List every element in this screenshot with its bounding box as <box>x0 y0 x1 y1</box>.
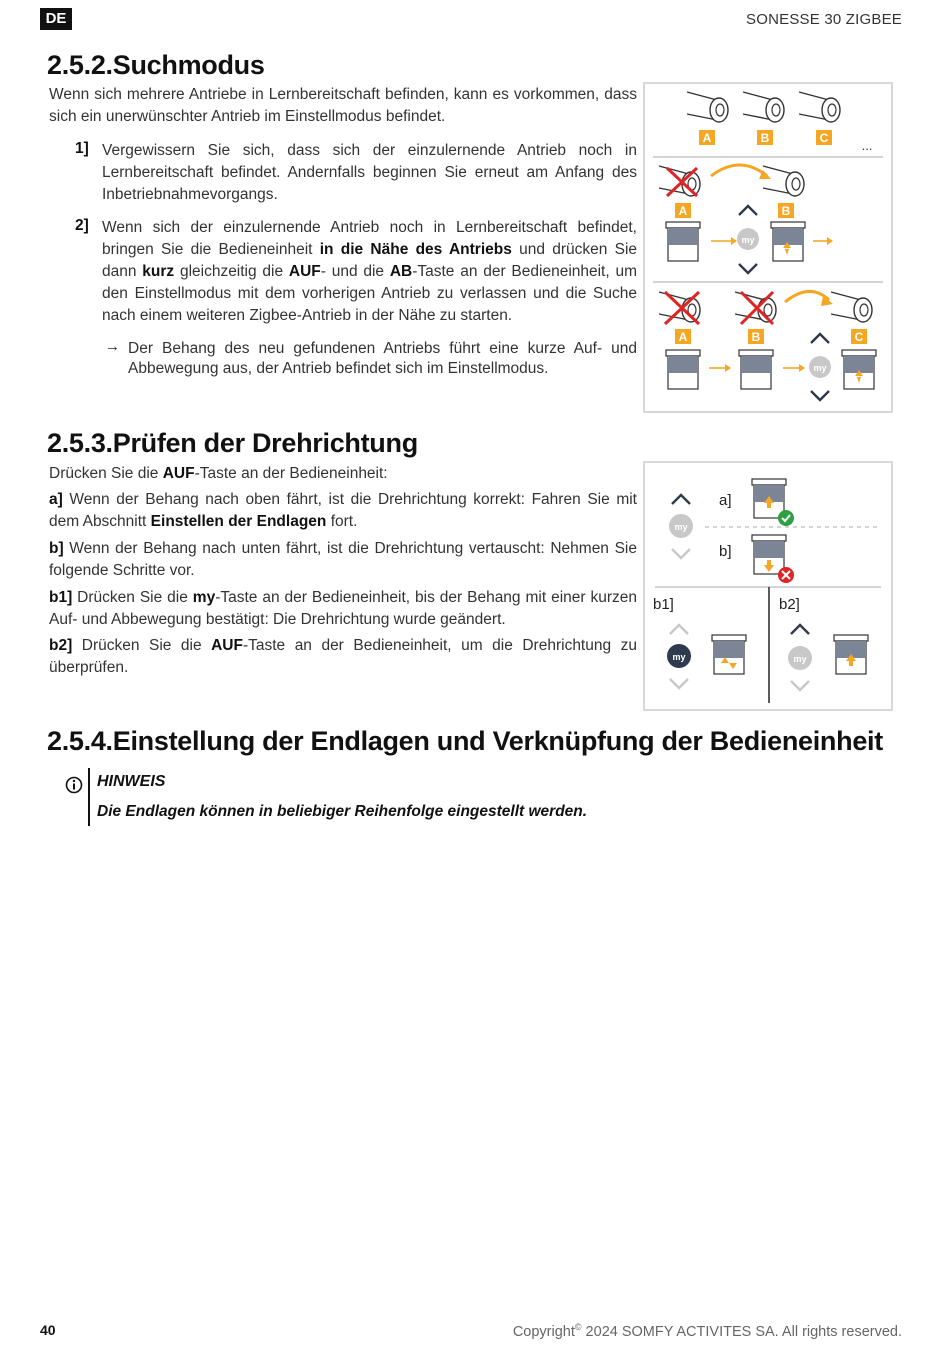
fig2-label-b: b] <box>719 543 732 560</box>
fig1-label-b2: B <box>781 204 791 218</box>
fig2-my-2: my <box>672 652 686 662</box>
result-arrow: → <box>105 338 120 355</box>
fig1-label-b3: B <box>751 330 761 344</box>
search-mode-figure <box>643 82 893 413</box>
step-2-number: 2] <box>75 217 89 234</box>
document-title: SONESSE 30 ZIGBEE <box>746 11 902 28</box>
fig1-my-1: my <box>741 235 755 245</box>
info-icon <box>65 776 83 799</box>
fig1-label-a3: A <box>678 330 688 344</box>
fig1-label-c3: C <box>854 330 864 344</box>
fig2-my-1: my <box>674 522 688 532</box>
section-title-253: 2.5.3.Prüfen der Drehrichtung <box>47 428 418 458</box>
result-text: Der Behang des neu gefundenen Antriebs führt eine kurze Auf- und Abbewegung aus, der Antrieb befindet sich im Einstellmodus. <box>128 340 637 377</box>
note-divider <box>88 768 90 826</box>
section-title-252: 2.5.2.Suchmodus <box>47 50 265 80</box>
section-title-254: 2.5.4.Einstellung der Endlagen und Verknüpfung der Bedieneinheit <box>47 726 883 756</box>
rotation-check-illustration <box>645 463 891 709</box>
check-b2-text: b2] Drücken Sie die AUF-Taste an der Bedieneinheit, um die Drehrichtung zu überprüfen. <box>49 637 637 676</box>
step-1-text: Vergewissern Sie sich, dass sich der einzulernende Antrieb noch in Lernbereitschaft befindet. Andernfalls beginnen Sie erneut am Anfang des Inbetriebnahmevorgangs. <box>102 142 637 203</box>
rotation-check-figure <box>643 461 893 711</box>
fig2-my-3: my <box>793 654 807 664</box>
page-number: 40 <box>40 1322 56 1338</box>
section-252-intro: Wenn sich mehrere Antriebe in Lernbereitschaft befinden, kann es vorkommen, dass sich ein unerwünschter Antrieb im Einstellmodus befindet. <box>49 86 637 125</box>
section-253-intro: Drücken Sie die AUF-Taste an der Bedieneinheit: <box>49 465 388 482</box>
check-b1-text: b1] Drücken Sie die my-Taste an der Bedieneinheit, bis der Behang mit einer kurzen Auf- und Abbewegung bestätigt: Die Drehrichtung wurde geändert. <box>49 589 638 628</box>
note-title: HINWEIS <box>97 773 166 790</box>
language-badge: DE <box>40 8 72 30</box>
fig1-my-2: my <box>813 363 827 373</box>
fig1-label-b1: B <box>760 131 770 145</box>
note-text: Die Endlagen können in beliebiger Reihenfolge eingestellt werden. <box>97 803 588 820</box>
step-2-text: Wenn sich der einzulernende Antrieb noch in Lernbereitschaft befindet, bringen Sie die Bedieneinheit in die Nähe des Antriebs und drücken Sie dann kurz gleichzeitig die AUF- und die AB-Taste an der Bedieneinheit, um den Einstellmodus mit dem vorherigen Antrieb zu verlassen und die Suche nach einem weiteren Zigbee-Antrieb in der Nähe zu starten. <box>102 219 638 324</box>
step-1-number: 1] <box>75 140 89 157</box>
fig2-label-a: a] <box>719 492 732 509</box>
fig1-label-c1: C <box>819 131 829 145</box>
fig1-ellipsis: ... <box>861 138 873 153</box>
fig1-label-a2: A <box>678 204 688 218</box>
search-mode-illustration <box>645 84 891 411</box>
fig2-label-b2: b2] <box>779 596 800 613</box>
check-a-text: a] Wenn der Behang nach oben fährt, ist die Drehrichtung korrekt: Fahren Sie mit dem Abschnitt Einstellen der Endlagen fort. <box>49 491 637 530</box>
check-b-text: b] Wenn der Behang nach unten fährt, ist die Drehrichtung vertauscht: Nehmen Sie folgende Schritte vor. <box>49 540 637 579</box>
fig1-label-a1: A <box>702 131 712 145</box>
copyright: Copyright© 2024 SOMFY ACTIVITES SA. All rights reserved. <box>512 1322 902 1340</box>
fig2-label-b1: b1] <box>653 596 674 613</box>
